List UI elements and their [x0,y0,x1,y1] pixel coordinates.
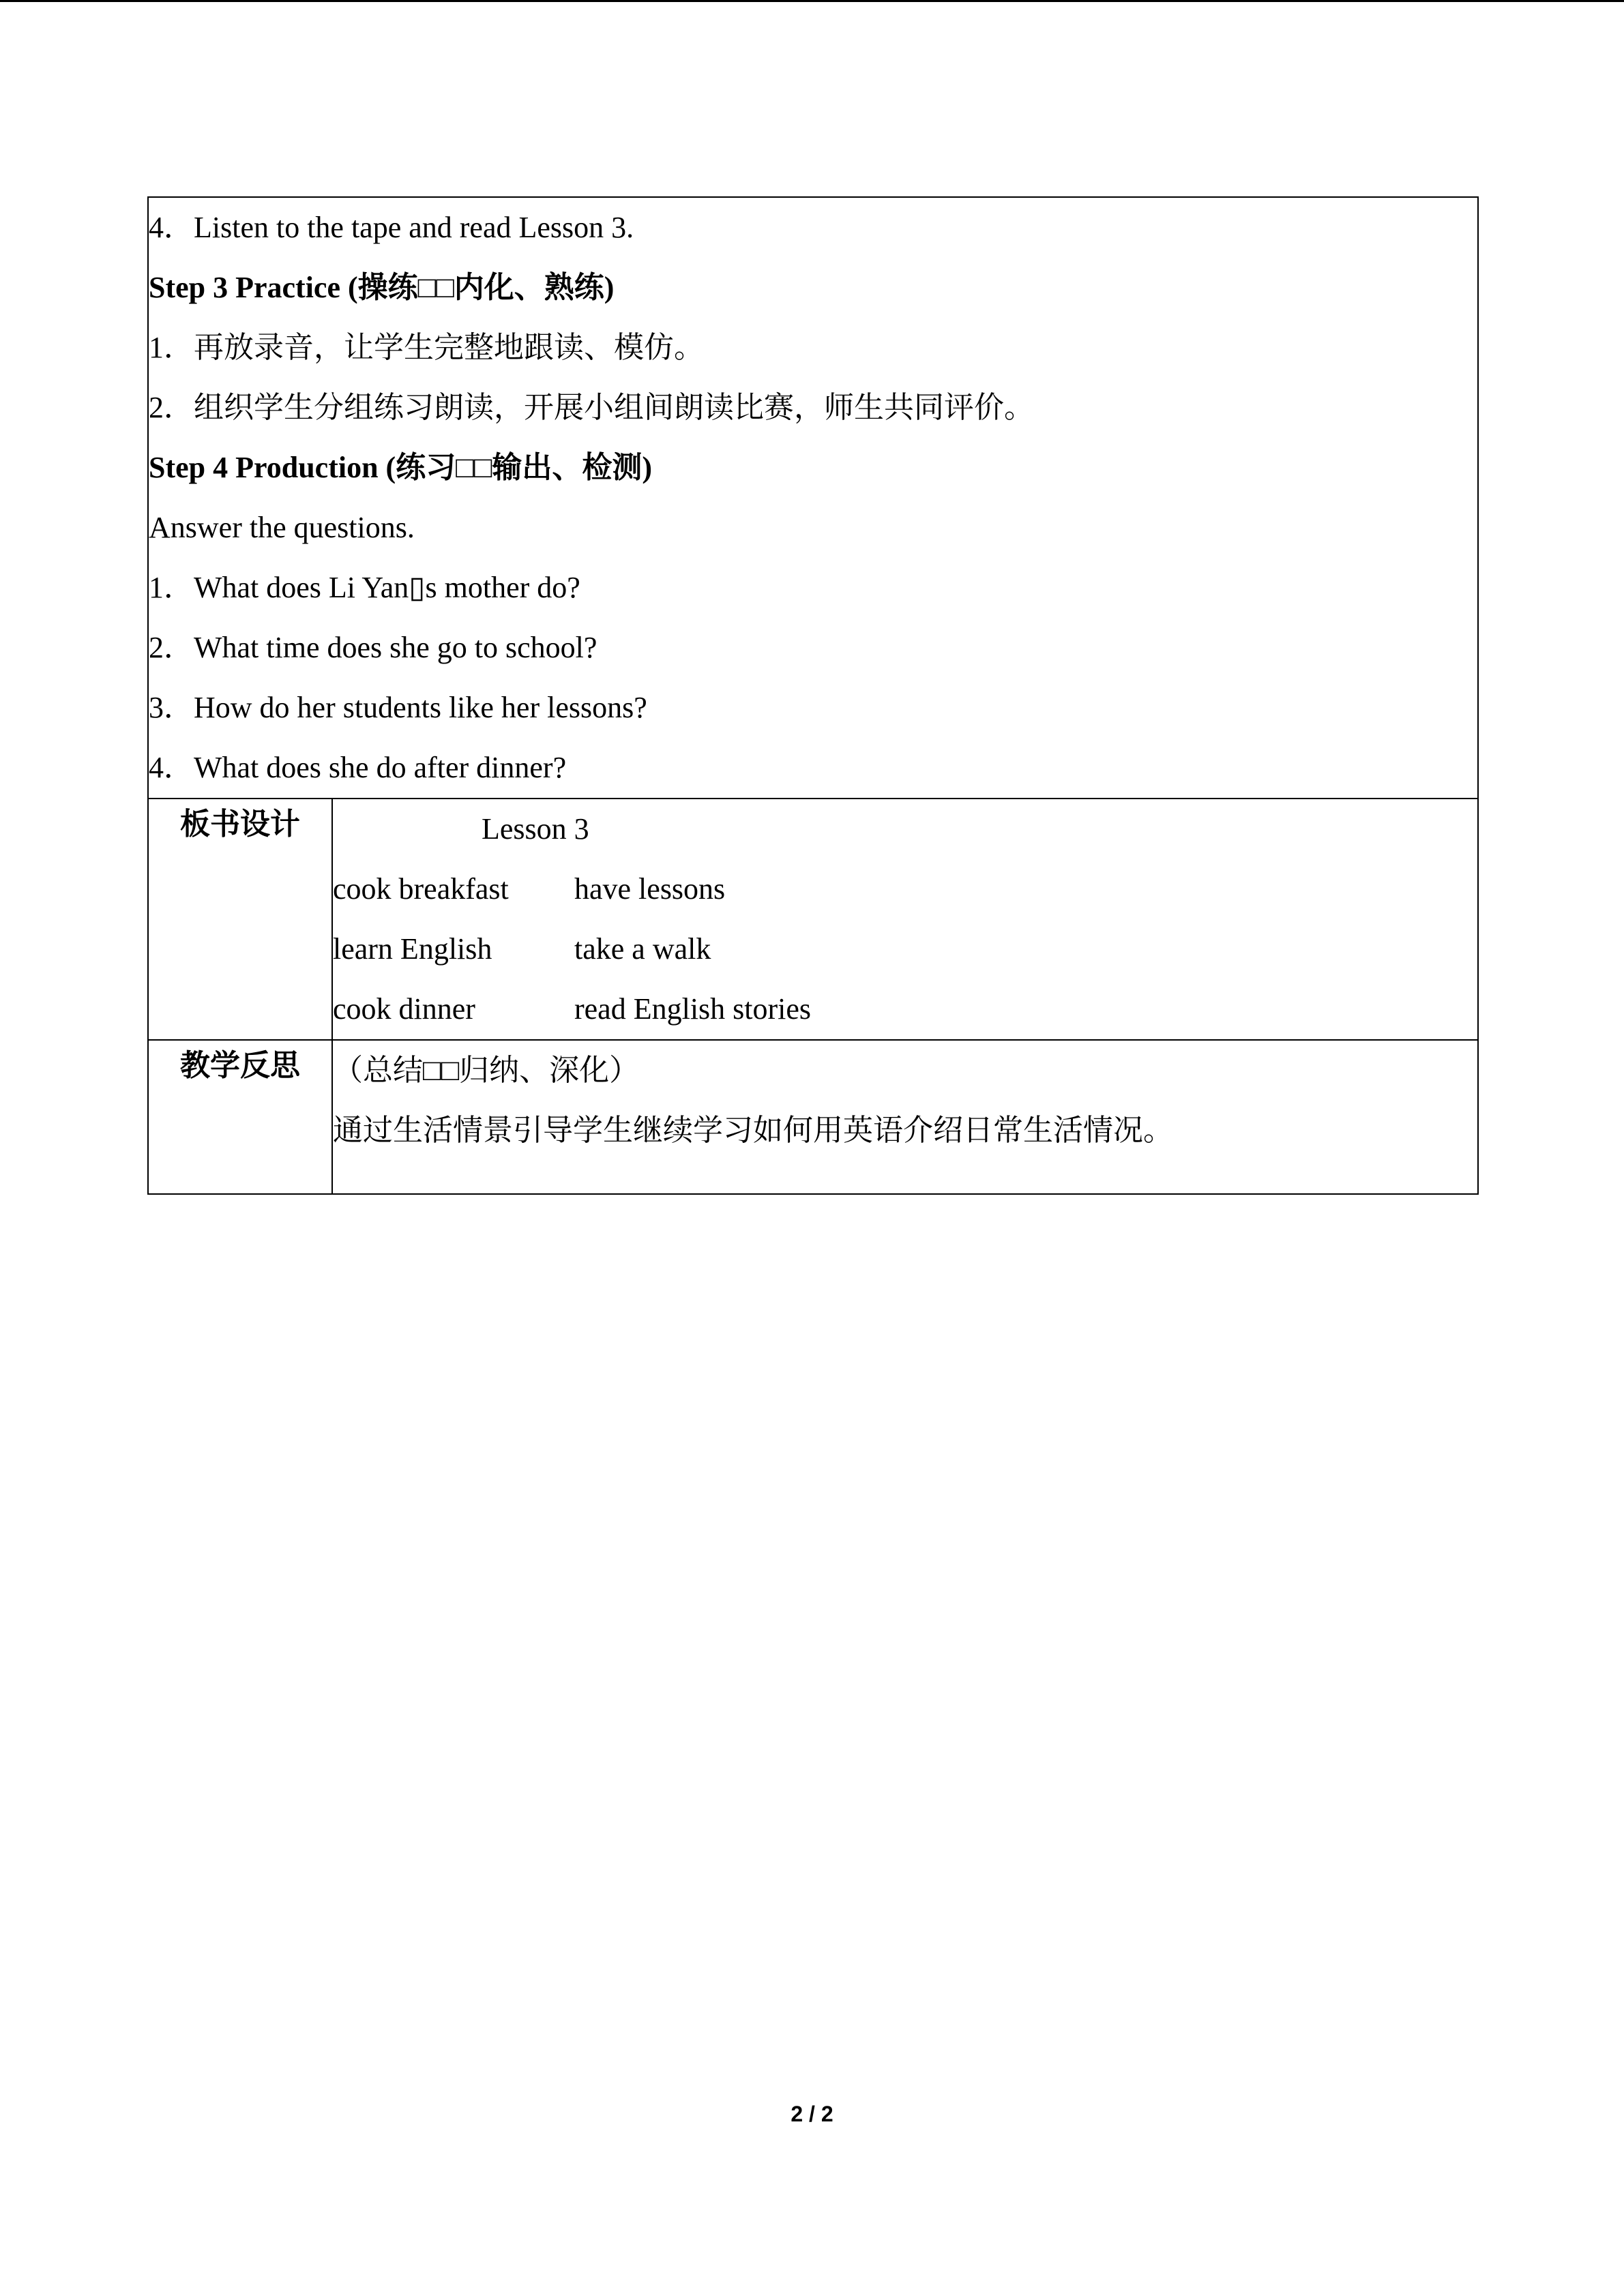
practice-item-2: 2．组织学生分组练习朗读，开展小组间朗读比赛，师生共同评价。 [149,391,1034,424]
board-title: Lesson 3 [482,812,589,846]
practice-item-1: 1．再放录音，让学生完整地跟读、模仿。 [149,331,704,364]
step4-heading: Step 4 Production (练习□□输出、检测) [149,451,653,484]
reflection-label: 教学反思 [148,1040,332,1194]
reflection-row [148,1040,1478,1194]
question-4: 4．What does she do after dinner? [149,751,567,784]
page-number: 2 / 2 [791,2102,833,2126]
answer-instruction: Answer the questions. [149,511,415,544]
board-design-content [332,799,1478,1040]
lesson-plan-table [147,196,1479,1195]
board-row-3 [333,979,1477,1039]
top-border-line [0,0,1624,2]
board-row-1 [333,859,1477,919]
board-design-row [148,799,1478,1040]
reflection-summary: （总结□□归纳、深化） [333,1054,640,1087]
board-left-1: cook breakfast [333,872,509,906]
board-right-2: take a walk [574,932,711,966]
procedure-row [148,197,1478,799]
question-2: 2．What time does she go to school? [149,631,597,664]
board-left-2: learn English [333,932,492,966]
procedure-cell [148,197,1478,799]
question-1: 1．What does Li Yan▯s mother do? [149,571,580,604]
question-3: 3．How do her students like her lessons? [149,691,647,724]
board-design-label: 板书设计 [148,799,332,1040]
reflection-text: 通过生活情景引导学生继续学习如何用英语介绍日常生活情况。 [333,1114,1173,1147]
board-left-3: cook dinner [333,992,475,1026]
board-right-1: have lessons [574,872,726,906]
board-right-3: read English stories [574,992,812,1026]
reflection-content [332,1040,1478,1194]
board-row-2 [333,919,1477,979]
listen-line: 4．Listen to the tape and read Lesson 3. [149,211,634,244]
step3-heading: Step 3 Practice (操练□□内化、熟练) [149,271,615,304]
